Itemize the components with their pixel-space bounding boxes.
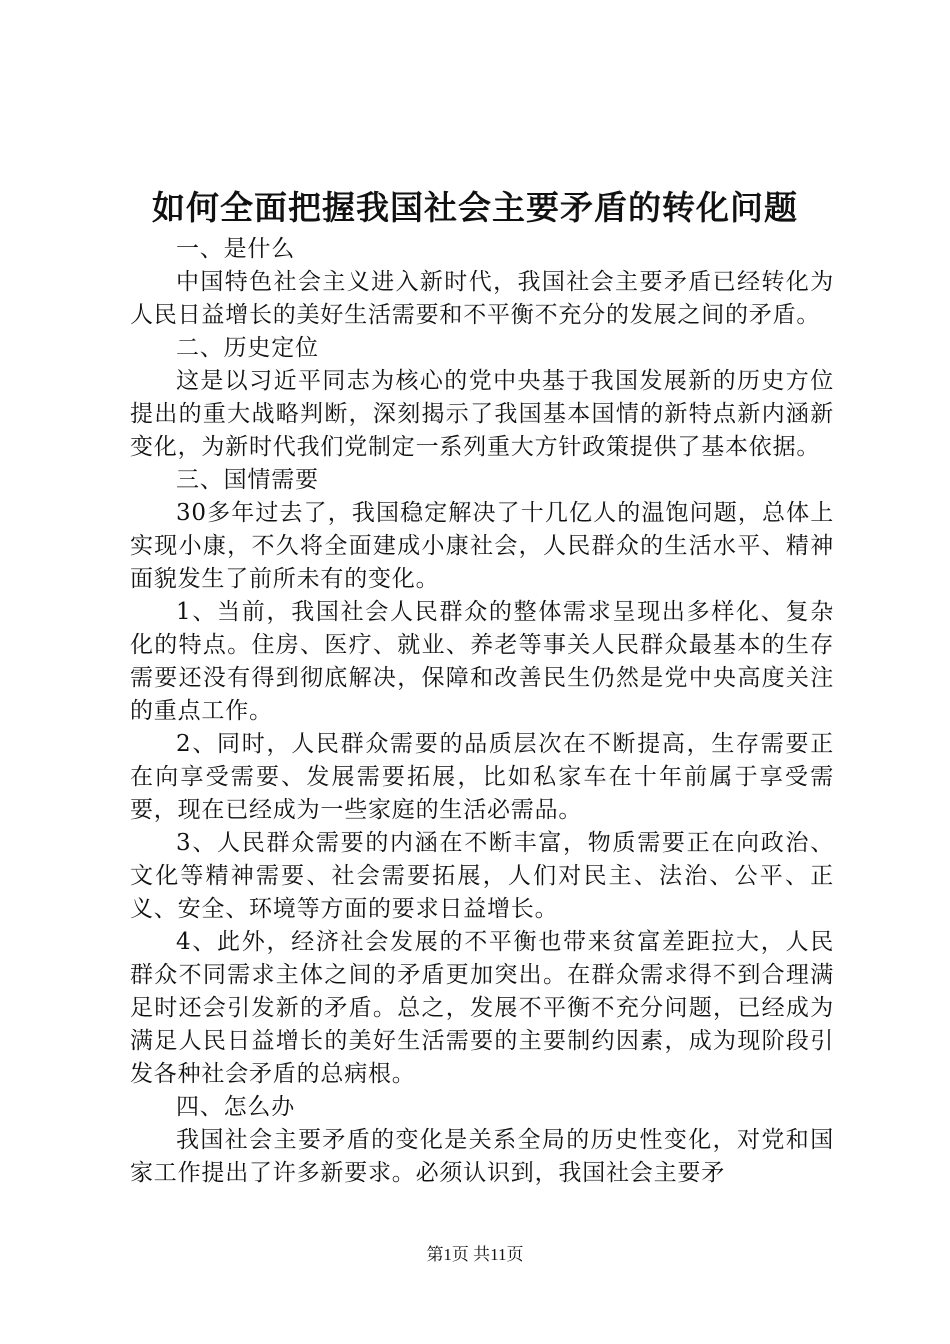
section-heading: 四、怎么办 xyxy=(176,1094,295,1120)
body-paragraph: 中国特色社会主义进入新时代，我国社会主要矛盾已经转化为人民日益增长的美好生活需要和不平衡不充分的发展之间的矛盾。 xyxy=(130,269,834,328)
body-paragraph: 这是以习近平同志为核心的党中央基于我国发展新的历史方位提出的重大战略判断，深刻揭示了我国基本国情的新特点新内涵新变化，为新时代我们党制定一系列重大方针政策提供了基本依据。 xyxy=(130,368,834,460)
section-heading: 二、历史定位 xyxy=(176,335,319,361)
document-title: 如何全面把握我国社会主要矛盾的转化问题 xyxy=(152,188,798,227)
body-paragraph: 3、人民群众需要的内涵在不断丰富，物质需要正在向政治、文化等精神需要、社会需要拓展，人们对民主、法治、公平、正义、安全、环境等方面的要求日益增长。 xyxy=(130,830,834,922)
body-paragraph: 4、此外，经济社会发展的不平衡也带来贫富差距拉大，人民群众不同需求主体之间的矛盾更加突出。在群众需求得不到合理满足时还会引发新的矛盾。总之，发展不平衡不充分问题，已经成为满足人民日益增长的美好生活需要的主要制约因素，成为现阶段引发各种社会矛盾的总病根。 xyxy=(130,929,834,1087)
document-body xyxy=(130,233,834,1190)
page-number-footer: 第1页 共11页 xyxy=(426,1245,524,1264)
body-paragraph: 我国社会主要矛盾的变化是关系全局的历史性变化，对党和国家工作提出了许多新要求。必须认识到，我国社会主要矛 xyxy=(130,1127,834,1186)
body-paragraph: 1、当前，我国社会人民群众的整体需求呈现出多样化、复杂化的特点。住房、医疗、就业、养老等事关人民群众最基本的生存需要还没有得到彻底解决，保障和改善民生仍然是党中央高度关注的重点工作。 xyxy=(130,599,834,724)
body-paragraph: 2、同时，人民群众需要的品质层次在不断提高，生存需要正在向享受需要、发展需要拓展，比如私家车在十年前属于享受需要，现在已经成为一些家庭的生活必需品。 xyxy=(130,731,834,823)
section-heading: 一、是什么 xyxy=(176,236,295,262)
section-heading: 三、国情需要 xyxy=(176,467,319,493)
body-paragraph: 30多年过去了，我国稳定解决了十几亿人的温饱问题，总体上实现小康，不久将全面建成小康社会，人民群众的生活水平、精神面貌发生了前所未有的变化。 xyxy=(130,500,834,592)
